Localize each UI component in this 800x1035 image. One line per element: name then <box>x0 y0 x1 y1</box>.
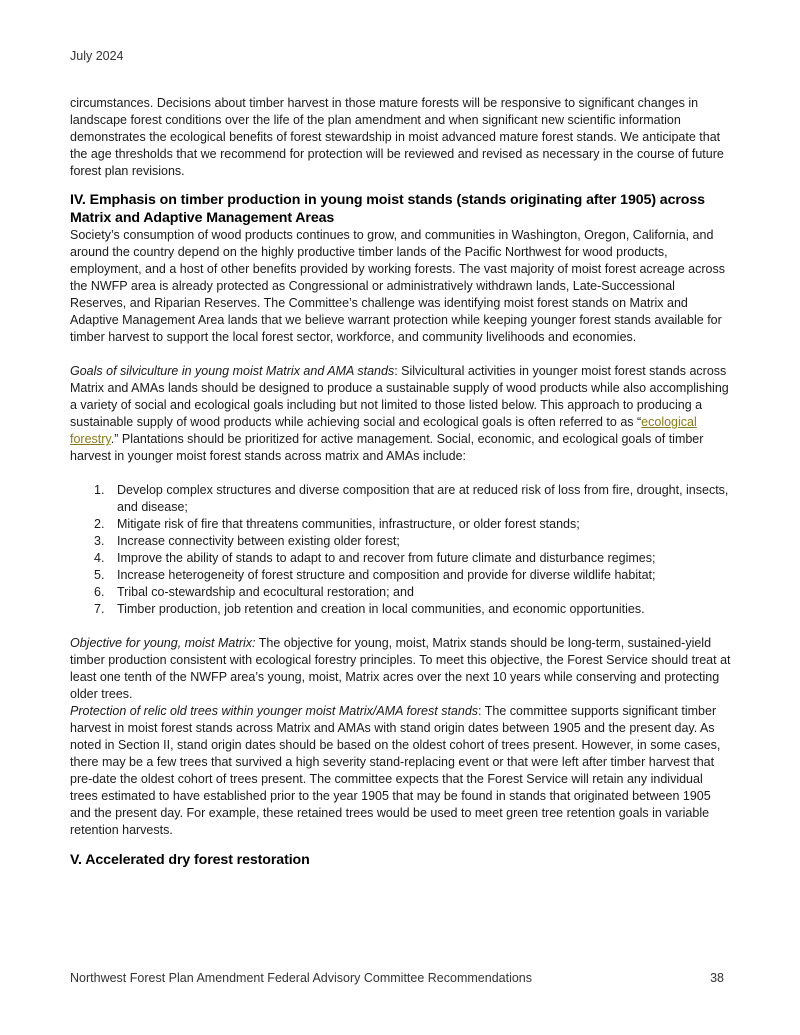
list-item <box>70 601 732 618</box>
list-item-text: Increase heterogeneity of forest structure and composition and provide for diverse wildlife habitat; <box>117 568 656 582</box>
ecological-forestry-link[interactable]: ecological forestry <box>70 415 697 446</box>
objective-text: The objective for young, moist, Matrix stands should be long-term, sustained-yield timber production consistent with ecological forestry principles. To meet this objective, the Forest Service should treat at least one tenth of the NWFP area’s young, moist, Matrix acres over the next 10 years while conserving and protecting older trees. <box>70 636 731 701</box>
header-date: July 2024 <box>70 49 124 63</box>
list-item-number: 4. <box>94 551 105 565</box>
footer-title: Northwest Forest Plan Amendment Federal Advisory Committee Recommendations <box>70 971 532 985</box>
page-footer <box>70 971 724 985</box>
page-body <box>70 95 732 869</box>
goals-list <box>70 482 732 618</box>
protection-paragraph <box>70 703 732 839</box>
list-item <box>70 550 732 567</box>
list-item-text: Develop complex structures and diverse composition that are at reduced risk of loss from fire, drought, insects, and disease; <box>117 483 729 514</box>
list-item-number: 1. <box>94 483 105 497</box>
list-item <box>70 584 732 601</box>
list-item-number: 2. <box>94 517 105 531</box>
list-item <box>70 482 732 516</box>
list-item-text: Improve the ability of stands to adapt to and recover from future climate and disturbance regimes; <box>117 551 656 565</box>
list-item-number: 5. <box>94 568 105 582</box>
section-iv-heading: IV. Emphasis on timber production in young moist stands (stands originating after 1905) across Matrix and Adaptive Management Areas <box>70 192 705 226</box>
list-item-text: Mitigate risk of fire that threatens communities, infrastructure, or older forest stands; <box>117 517 580 531</box>
list-item-text: Tribal co-stewardship and ecocultural restoration; and <box>117 585 414 599</box>
list-item <box>70 516 732 533</box>
list-item-text: Increase connectivity between existing older forest; <box>117 534 400 548</box>
goals-paragraph <box>70 363 732 465</box>
page-number: 38 <box>710 971 724 985</box>
intro-paragraph: circumstances. Decisions about timber harvest in those mature forests will be responsive to significant changes in landscape forest conditions over the life of the plan amendment and when significant new scientific information demonstrates the ecological benefits of forest stewardship in moist advanced mature forest stands. We anticipate that the age thresholds that we recommend for protection will be reviewed and revised as necessary in the course of future forest plan revisions. <box>70 96 724 178</box>
goals-text-after-link: .” Plantations should be prioritized for active management. Social, economic, and ecological goals of timber harvest in younger moist forest stands across matrix and AMAs include: <box>70 432 704 463</box>
protection-label: Protection of relic old trees within younger moist Matrix/AMA forest stands <box>70 704 479 718</box>
goals-text-before-link: : Silvicultural activities in younger moist forest stands across Matrix and AMAs lands should be designed to produce a sustainable supply of wood products while also accomplishing a variety of social and ecological goals including but not limited to those listed below. This approach to producing a sustainable supply of wood products while achieving social and ecological goals is often referred to as “ <box>70 364 729 429</box>
list-item-text: Timber production, job retention and creation in local communities, and economic opportunities. <box>117 602 645 616</box>
list-item <box>70 533 732 550</box>
objective-label: Objective for young, moist Matrix: <box>70 636 256 650</box>
list-item-number: 3. <box>94 534 105 548</box>
protection-text: : The committee supports significant timber harvest in moist forest stands across Matrix and AMAs with stand origin dates between 1905 and the present day. As noted in Section II, stand origin dates should be based on the oldest cohort of trees present. However, in some cases, there may be a few trees that survived a high severity stand-replacing event or that were left after timber harvest that pre-date the oldest cohort of trees present. The committee expects that the Forest Service will retain any individual trees estimated to have established prior to the year 1905 that may be found in stands that originated between 1905 and the present day. For example, these retained trees would be used to meet green tree retention goals in variable retention harvests. <box>70 704 721 837</box>
list-item <box>70 567 732 584</box>
section-v-heading: V. Accelerated dry forest restoration <box>70 852 310 868</box>
list-item-number: 6. <box>94 585 105 599</box>
objective-paragraph <box>70 635 732 703</box>
list-item-number: 7. <box>94 602 105 616</box>
section-iv-paragraph: Society’s consumption of wood products continues to grow, and communities in Washington, Oregon, California, and around the country depend on the highly productive timber lands of the Pacific Northwest for wood products, employment, and a host of other benefits provided by working forests. The vast majority of moist forest acreage across the NWFP area is already protected as Congressional or administratively withdrawn lands, Late-Successional Reserves, and Riparian Reserves. The Committee’s challenge was identifying moist forest stands on Matrix and Adaptive Management Area lands that we believe warrant protection while keeping younger forest stands available for timber harvest to support the local forest sector, workforce, and community livelihoods and economies. <box>70 228 725 344</box>
goals-label: Goals of silviculture in young moist Matrix and AMA stands <box>70 364 395 378</box>
